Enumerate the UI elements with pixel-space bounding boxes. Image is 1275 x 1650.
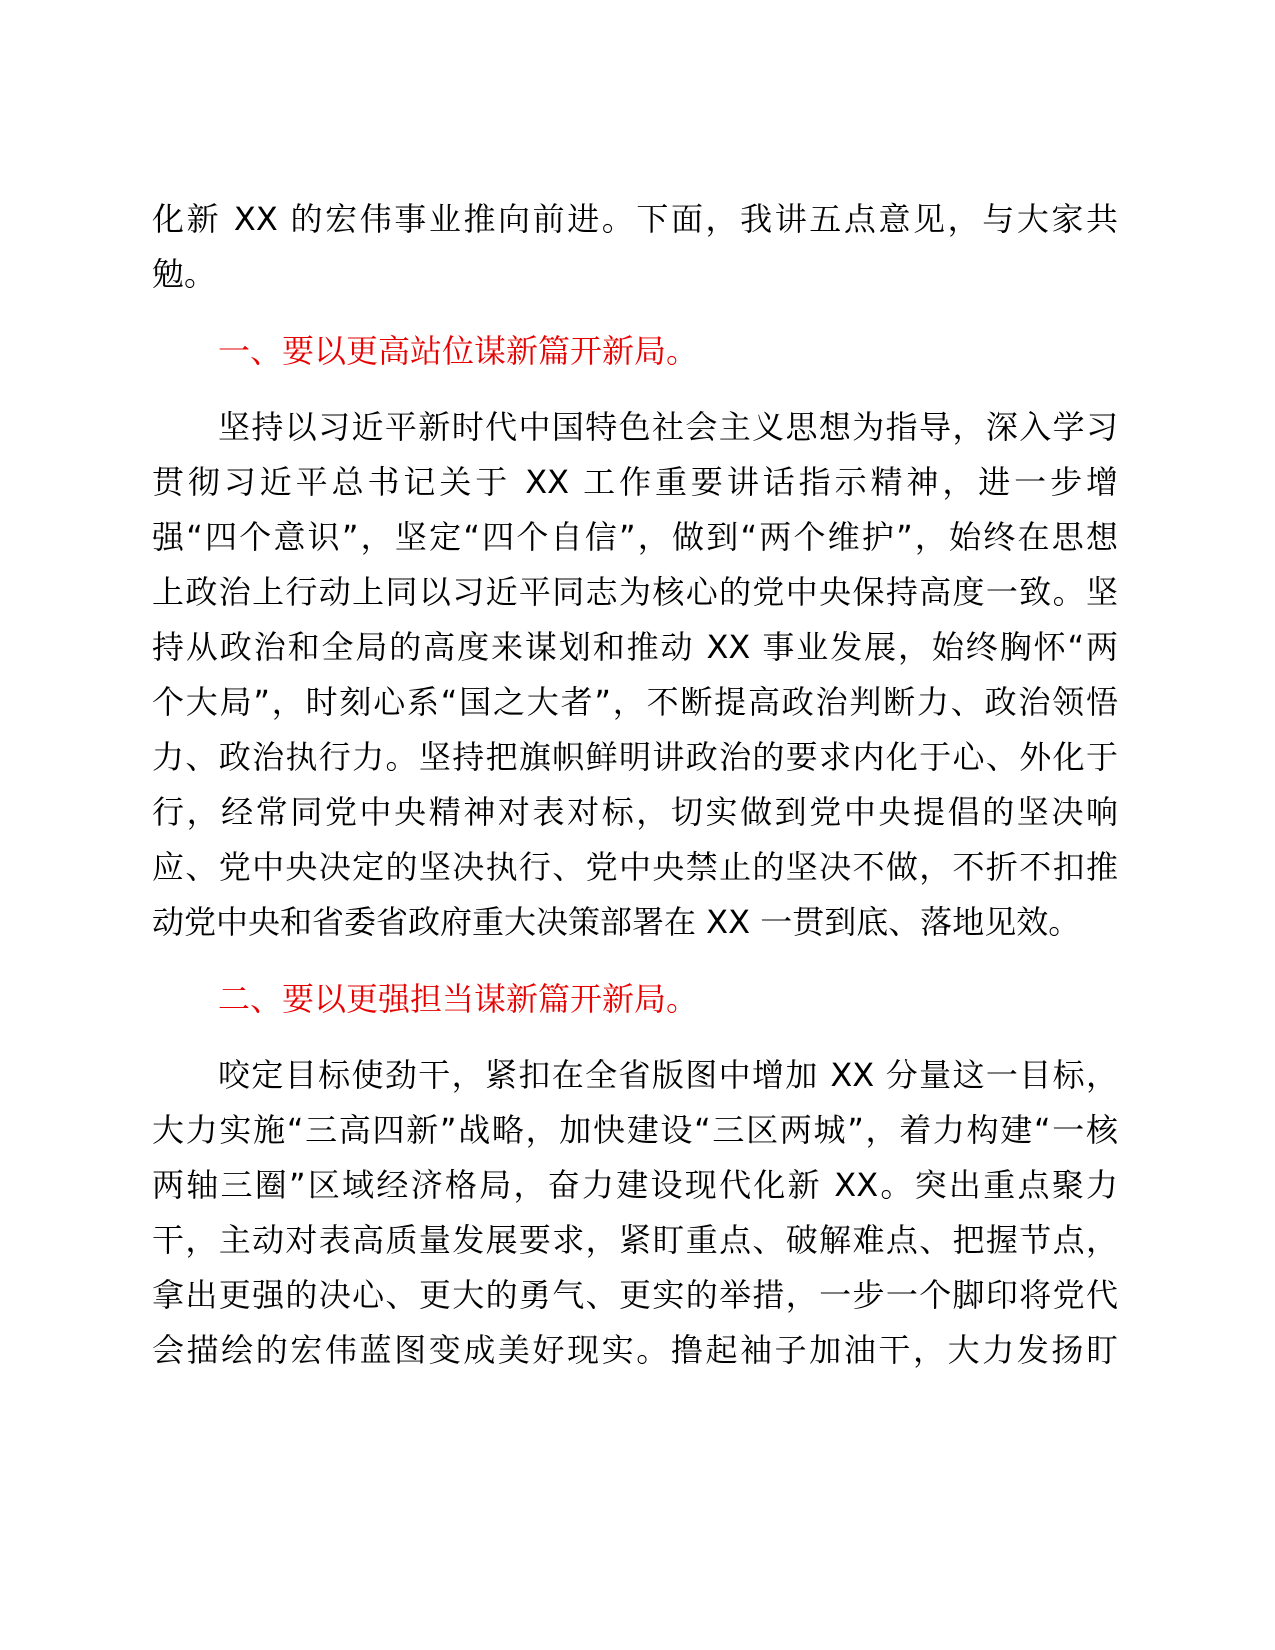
section-1-heading: 一、要以更高站位谋新篇开新局。 bbox=[218, 332, 699, 370]
section-1-line: 上政治上行动上同以习近平同志为核心的党中央保持高度一致。坚 bbox=[152, 573, 1118, 611]
section-2-line: 咬定目标使劲干，紧扣在全省版图中增加 XX 分量这一目标， bbox=[218, 1056, 1118, 1094]
section-1-line: 贯彻习近平总书记关于 XX 工作重要讲话指示精神，进一步增 bbox=[152, 463, 1118, 501]
section-1-line: 强“四个意识”，坚定“四个自信”，做到“两个维护”，始终在思想 bbox=[152, 518, 1118, 556]
section-2-heading-block bbox=[152, 972, 1118, 1027]
section-1-line: 动党中央和省委省政府重大决策部署在 XX 一贯到底、落地见效。 bbox=[152, 903, 1081, 941]
section-1-line: 力、政治执行力。坚持把旗帜鲜明讲政治的要求内化于心、外化于 bbox=[152, 738, 1118, 776]
section-2-line: 会描绘的宏伟蓝图变成美好现实。撸起袖子加油干，大力发扬盯 bbox=[152, 1331, 1118, 1369]
section-1-paragraph bbox=[152, 400, 1118, 950]
section-2-paragraph bbox=[152, 1048, 1118, 1378]
section-2-line: 大力实施“三高四新”战略，加快建设“三区两城”，着力构建“一核 bbox=[152, 1111, 1118, 1149]
section-2-line: 拿出更强的决心、更大的勇气、更实的举措，一步一个脚印将党代 bbox=[152, 1276, 1118, 1314]
section-1-line: 坚持以习近平新时代中国特色社会主义思想为指导，深入学习 bbox=[218, 408, 1118, 446]
intro-line-1: 化新 XX 的宏伟事业推向前进。下面，我讲五点意见，与大家共 bbox=[152, 200, 1118, 238]
section-1-line: 持从政治和全局的高度来谋划和推动 XX 事业发展，始终胸怀“两 bbox=[152, 628, 1118, 666]
section-2-line: 两轴三圈”区域经济格局，奋力建设现代化新 XX。突出重点聚力 bbox=[152, 1166, 1118, 1204]
intro-paragraph bbox=[152, 192, 1118, 302]
section-1-line: 应、党中央决定的坚决执行、党中央禁止的坚决不做，不折不扣推 bbox=[152, 848, 1118, 886]
section-2-heading: 二、要以更强担当谋新篇开新局。 bbox=[218, 980, 699, 1018]
section-1-line: 行，经常同党中央精神对表对标，切实做到党中央提倡的坚决响 bbox=[152, 793, 1118, 831]
intro-line-2: 勉。 bbox=[152, 255, 217, 293]
section-1-line: 个大局”，时刻心系“国之大者”，不断提高政治判断力、政治领悟 bbox=[152, 683, 1118, 721]
section-2-line: 干，主动对表高质量发展要求，紧盯重点、破解难点、把握节点， bbox=[152, 1221, 1118, 1259]
section-1-heading-block bbox=[152, 324, 1118, 379]
